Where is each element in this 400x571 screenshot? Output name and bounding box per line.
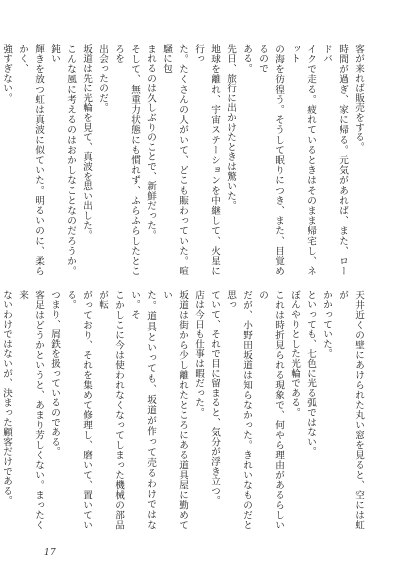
text-line: がっており、それを集めて修理し、磨いて、置いている。 [65, 290, 92, 530]
text-line: イクで走る。疲れているときはそのまま帰宅し、ネット [289, 44, 316, 276]
text-line: 輝きを放つ虹は真波に似ていた。明るいのに、柔らかく、 [17, 44, 44, 276]
text-line: 客が来れば販売をする。 [353, 44, 364, 152]
text-line: 坂道は先に光輪を見て、真波を思い出した。 [81, 44, 92, 240]
text-line: 天井近くの壁にあけられた丸い窓を見ると、空には虹が [337, 290, 364, 530]
text-line: ないわけではないが、決まった顧客だけである。 [1, 290, 12, 506]
text-line: 先日、旅行に出かけたときは驚いた。 [225, 44, 236, 211]
text-line: ある。 [241, 44, 252, 74]
text-line: 地球を離れ、宇宙ステーションを中継して、火星に行っ [193, 44, 220, 276]
text-line: の海を彷徨う。そうして眠りにつき、また、目覚めるので [257, 44, 284, 276]
text-line: 強すぎない。 [1, 44, 12, 103]
vertical-body-text-top [1, 44, 366, 276]
text-line: だが、小野田坂道は知らなかった。きれいなものだと思っ [225, 290, 252, 530]
text-line: た。たくさんの人がいて、どこも賑わっていた。喧騒に包 [161, 44, 188, 276]
text-line: そして、無重力状態にも慣れず、ふらふらしたところを [113, 44, 140, 276]
text-line: ていて、それで目に留まると、気分が浮き立つ。 [209, 290, 220, 506]
text-line: 店は今日も仕事は暇だった。 [193, 290, 204, 418]
text-line: 出会ったのだ。 [97, 44, 108, 113]
text-line: ぼんやりとした光輪である。 [289, 290, 300, 418]
text-line: つまり、屑鉄を扱っているのである。 [49, 290, 60, 457]
vertical-body-text-bottom [1, 290, 366, 530]
page-number: 17 [44, 548, 57, 558]
text-line: こかしこに今は使われなくなってしまった機械の部品が転 [97, 290, 124, 530]
text-line: これは時折見られる現象で、何やら理由があるらしいの [257, 290, 284, 530]
text-line: まれるのは久しぶりのことで、新鮮だった。 [145, 44, 156, 240]
text-line: た。道具といっても、坂道が作って売るわけではない。そ [129, 290, 156, 530]
text-line: といっても、七色に光る弧ではない。 [305, 290, 316, 457]
text-line: 坂道は街から少し離れたところにある道具屋に勤めてい [161, 290, 188, 530]
text-line: 客足はどうかというと、あまり芳しくない。まったく来 [17, 290, 44, 530]
text-line: こんな風に考えるのはおかしなことなのだろうか。鈍い [49, 44, 76, 276]
text-line: かかっていた。 [321, 290, 332, 359]
text-line: 時間が過ぎ、家に帰る。元気があれば、また、ロードバ [321, 44, 348, 276]
